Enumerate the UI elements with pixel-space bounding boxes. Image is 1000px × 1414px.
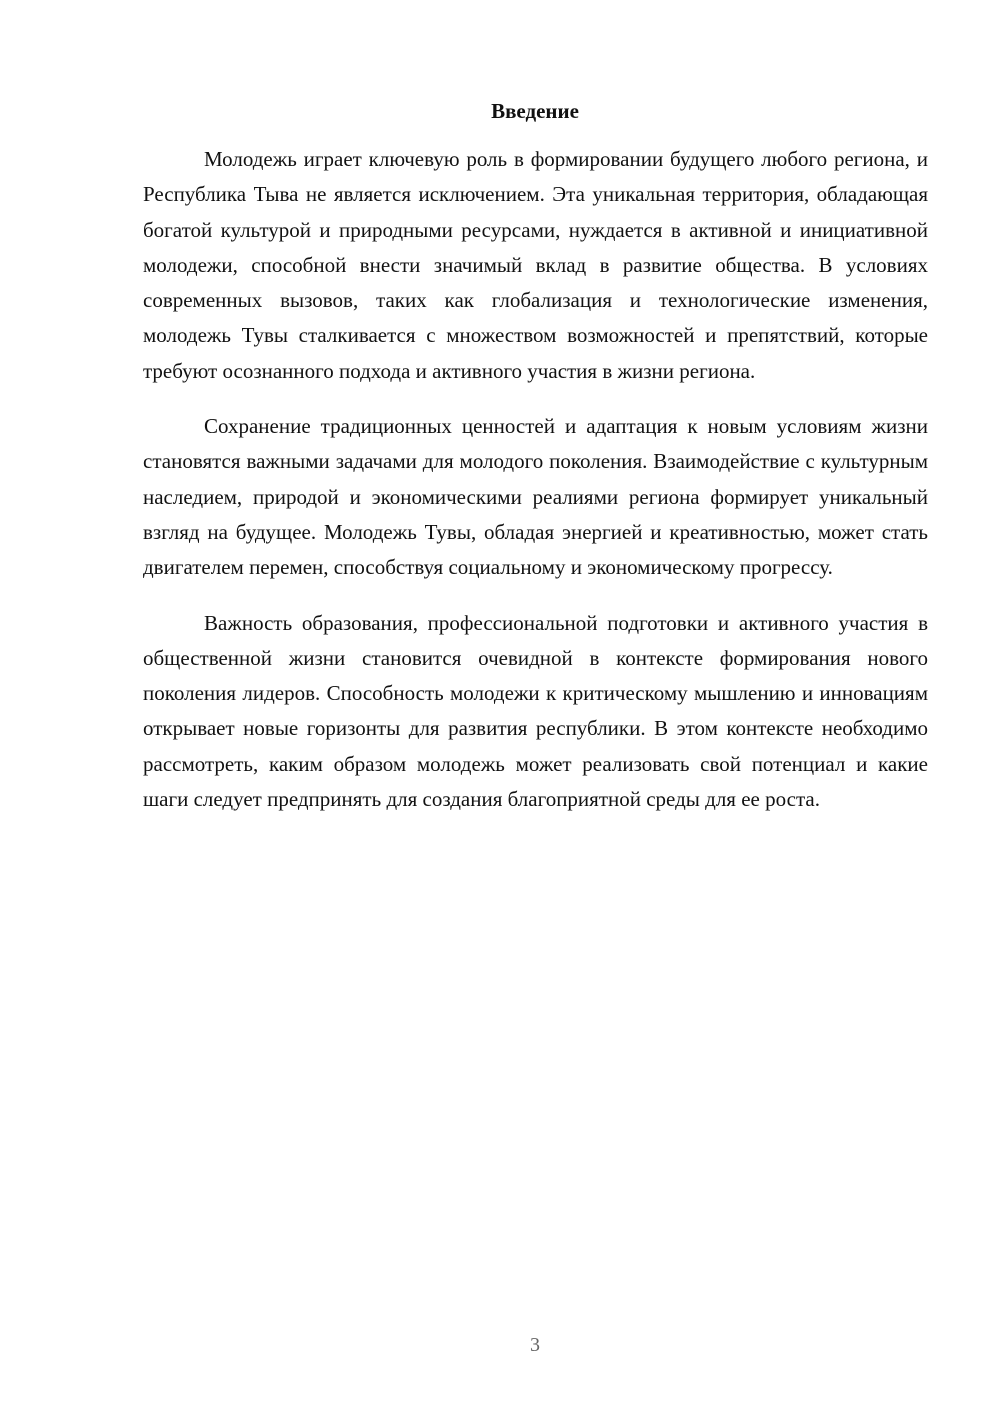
document-body <box>143 142 928 837</box>
page-number: 3 <box>530 1334 540 1356</box>
paragraph-3: Важность образования, профессиональной подготовки и активного участия в общественной жизни становится очевидной в контексте формирования нового поколения лидеров. Способность молодежи к критическому мышлению и инновациям открывает новые горизонты для развития республики. В этом контексте необходимо рассмотреть, каким образом молодежь может реализовать свой потенциал и какие шаги следует предпринять для создания благоприятной среды для ее роста. <box>143 610 928 812</box>
paragraph-2: Сохранение традиционных ценностей и адаптация к новым условиям жизни становятся важными задачами для молодого поколения. Взаимодействие с культурным наследием, природой и экономическими реалиями региона формирует уникальный взгляд на будущее. Молодежь Тувы, обладая энергией и креативностью, может стать двигателем перемен, способствуя социальному и экономическому прогрессу. <box>143 414 928 580</box>
page-title: Введение <box>491 99 579 123</box>
paragraph-1: Молодежь играет ключевую роль в формировании будущего любого региона, и Республика Тыва не является исключением. Эта уникальная территория, обладающая богатой культурой и природными ресурсами, нуждается в активной и инициативной молодежи, способной внести значимый вклад в развитие общества. В условиях современных вызовов, таких как глобализация и технологические изменения, молодежь Тувы сталкивается с множеством возможностей и препятствий, которые требуют осознанного подхода и активного участия в жизни региона. <box>143 147 928 383</box>
